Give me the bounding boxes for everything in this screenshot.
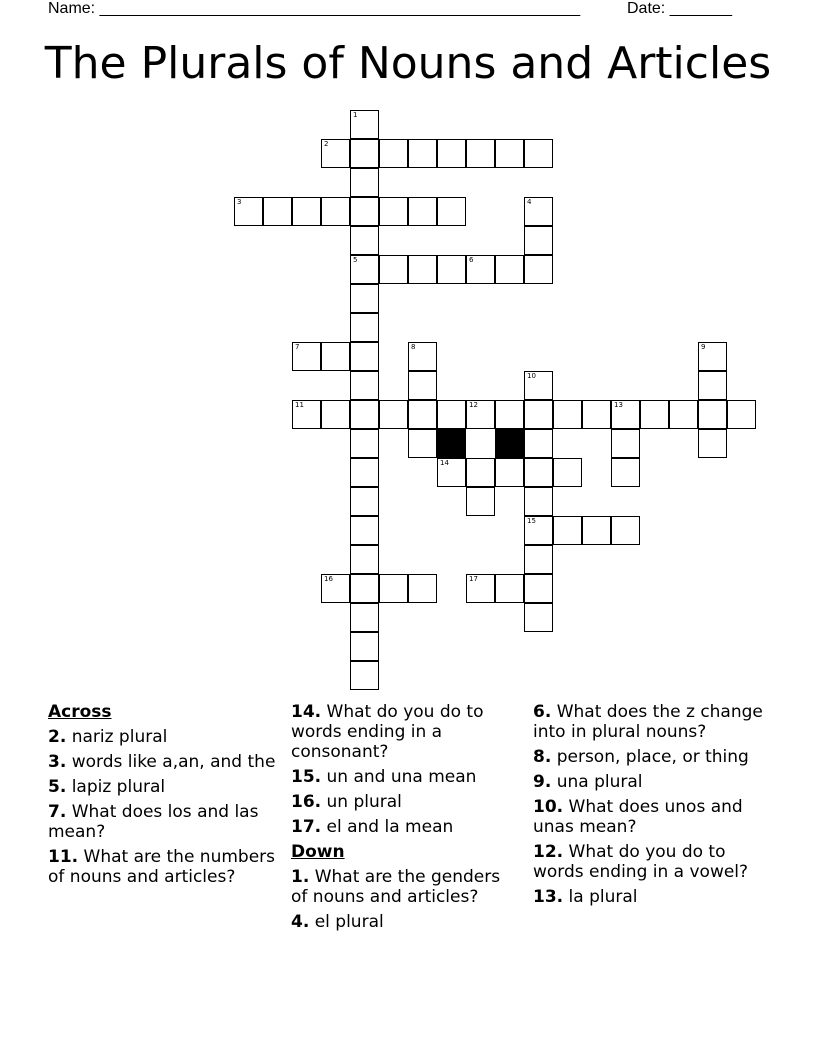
crossword-cell[interactable] [524,255,553,284]
crossword-cell[interactable] [611,429,640,458]
clue-number: 13 [614,401,623,409]
crossword-cell[interactable] [350,574,379,603]
crossword-cell[interactable] [408,139,437,168]
crossword-cell[interactable] [524,400,553,429]
crossword-cell[interactable] [611,458,640,487]
crossword-cell[interactable] [263,197,292,226]
crossword-cell[interactable] [640,400,669,429]
clue-number: 3 [237,198,242,206]
clue-number: 11 [295,401,304,409]
crossword-cell[interactable] [698,342,727,371]
crossword-cell[interactable] [437,139,466,168]
crossword-cell[interactable] [321,400,350,429]
crossword-cell[interactable] [466,487,495,516]
crossword-cell[interactable] [350,284,379,313]
crossword-cell[interactable] [495,574,524,603]
down-clue: 12. What do you do to words ending in a vowel? [533,842,749,882]
crossword-cell[interactable] [466,255,495,284]
clue-number: 1 [353,111,358,119]
clue-number: 7 [295,343,300,351]
crossword-cell[interactable] [234,197,263,226]
crossword-cell[interactable] [350,516,379,545]
down-clue: 13. la plural [533,887,638,907]
crossword-cell[interactable] [350,545,379,574]
crossword-cell[interactable] [698,371,727,400]
clue-column-3 [533,702,773,912]
crossword-cell[interactable] [292,197,321,226]
clue-number: 2 [324,140,329,148]
crossword-cell[interactable] [524,516,553,545]
crossword-cell[interactable] [408,574,437,603]
crossword-cell[interactable] [350,429,379,458]
crossword-cell[interactable] [582,516,611,545]
crossword-cell[interactable] [466,139,495,168]
crossword-cell[interactable] [350,400,379,429]
crossword-cell[interactable] [379,574,408,603]
clue-column-1 [48,702,278,892]
crossword-cell[interactable] [350,342,379,371]
crossword-cell[interactable] [350,487,379,516]
crossword-cell[interactable] [582,400,611,429]
crossword-cell[interactable] [408,371,437,400]
crossword-cell[interactable] [350,313,379,342]
clue-number: 6 [469,256,474,264]
crossword-cell[interactable] [495,255,524,284]
crossword-cell[interactable] [350,458,379,487]
crossword-cell[interactable] [350,255,379,284]
crossword-cell[interactable] [524,226,553,255]
crossword-cell[interactable] [292,342,321,371]
crossword-cell[interactable] [495,400,524,429]
crossword-cell[interactable] [379,400,408,429]
crossword-cell[interactable] [408,429,437,458]
date-field-label: Date: _______ [627,0,732,17]
crossword-cell[interactable] [495,139,524,168]
crossword-cell[interactable] [466,400,495,429]
down-clue: 6. What does the z change into in plural nouns? [533,702,763,742]
crossword-cell[interactable] [350,226,379,255]
crossword-cell[interactable] [350,139,379,168]
across-clue: 7. What does los and las mean? [48,802,259,842]
crossword-cell[interactable] [321,342,350,371]
clue-number: 12 [469,401,478,409]
crossword-cell[interactable] [698,429,727,458]
blocked-cell [437,429,466,458]
crossword-cell[interactable] [408,342,437,371]
crossword-cell[interactable] [408,255,437,284]
crossword-cell[interactable] [437,197,466,226]
crossword-cell[interactable] [350,110,379,139]
crossword-cell[interactable] [524,371,553,400]
crossword-cell[interactable] [350,661,379,690]
crossword-cell[interactable] [321,139,350,168]
crossword-cell[interactable] [408,197,437,226]
across-heading: Across [48,702,112,722]
crossword-cell[interactable] [524,545,553,574]
name-field-label: Name: ______________________________________________________ [48,0,581,17]
across-clue: 14. What do you do to words ending in a consonant? [291,702,484,762]
blocked-cell [495,429,524,458]
crossword-cell[interactable] [495,458,524,487]
crossword-cell[interactable] [350,603,379,632]
crossword-cell[interactable] [321,574,350,603]
down-clue: 1. What are the genders of nouns and articles? [291,867,501,907]
crossword-cell[interactable] [379,255,408,284]
clue-number: 9 [701,343,706,351]
across-clue: 3. words like a,an, and the [48,752,276,772]
down-clue: 10. What does unos and unas mean? [533,797,743,837]
clue-number: 15 [527,517,536,525]
crossword-cell[interactable] [379,139,408,168]
clue-number: 5 [353,256,358,264]
crossword-cell[interactable] [437,400,466,429]
down-clue: 8. person, place, or thing [533,747,749,767]
clue-column-2 [291,702,519,937]
crossword-cell[interactable] [350,168,379,197]
clue-number: 17 [469,575,478,583]
crossword-cell[interactable] [524,139,553,168]
crossword-cell[interactable] [524,429,553,458]
across-clue: 16. un plural [291,792,402,812]
down-clue: 4. el plural [291,912,384,932]
crossword-cell[interactable] [524,487,553,516]
crossword-cell[interactable] [437,255,466,284]
down-clue: 9. una plural [533,772,643,792]
crossword-cell[interactable] [524,197,553,226]
crossword-cell[interactable] [350,632,379,661]
crossword-cell[interactable] [553,516,582,545]
across-clue: 15. un and una mean [291,767,477,787]
crossword-cell[interactable] [350,371,379,400]
crossword-cell[interactable] [379,197,408,226]
across-clue: 2. nariz plural [48,727,168,747]
across-clue: 11. What are the numbers of nouns and articles? [48,847,276,887]
crossword-cell[interactable] [292,400,321,429]
crossword-cell[interactable] [669,400,698,429]
down-heading: Down [291,842,345,862]
crossword-cell[interactable] [524,603,553,632]
across-clue: 17. el and la mean [291,817,454,837]
clue-number: 8 [411,343,416,351]
crossword-cell[interactable] [553,458,582,487]
crossword-cell[interactable] [466,458,495,487]
crossword-cell[interactable] [727,400,756,429]
crossword-cell[interactable] [466,574,495,603]
clue-number: 14 [440,459,449,467]
crossword-cell[interactable] [524,574,553,603]
page-title: The Plurals of Nouns and Articles [44,38,772,89]
clue-number: 10 [527,372,536,380]
crossword-cell[interactable] [437,458,466,487]
clue-number: 4 [527,198,532,206]
crossword-cell[interactable] [408,400,437,429]
clue-number: 16 [324,575,333,583]
crossword-cell[interactable] [553,400,582,429]
crossword-cell[interactable] [698,400,727,429]
crossword-cell[interactable] [321,197,350,226]
crossword-cell[interactable] [350,197,379,226]
crossword-cell[interactable] [524,458,553,487]
crossword-cell[interactable] [611,400,640,429]
crossword-cell[interactable] [611,516,640,545]
across-clue: 5. lapiz plural [48,777,166,797]
